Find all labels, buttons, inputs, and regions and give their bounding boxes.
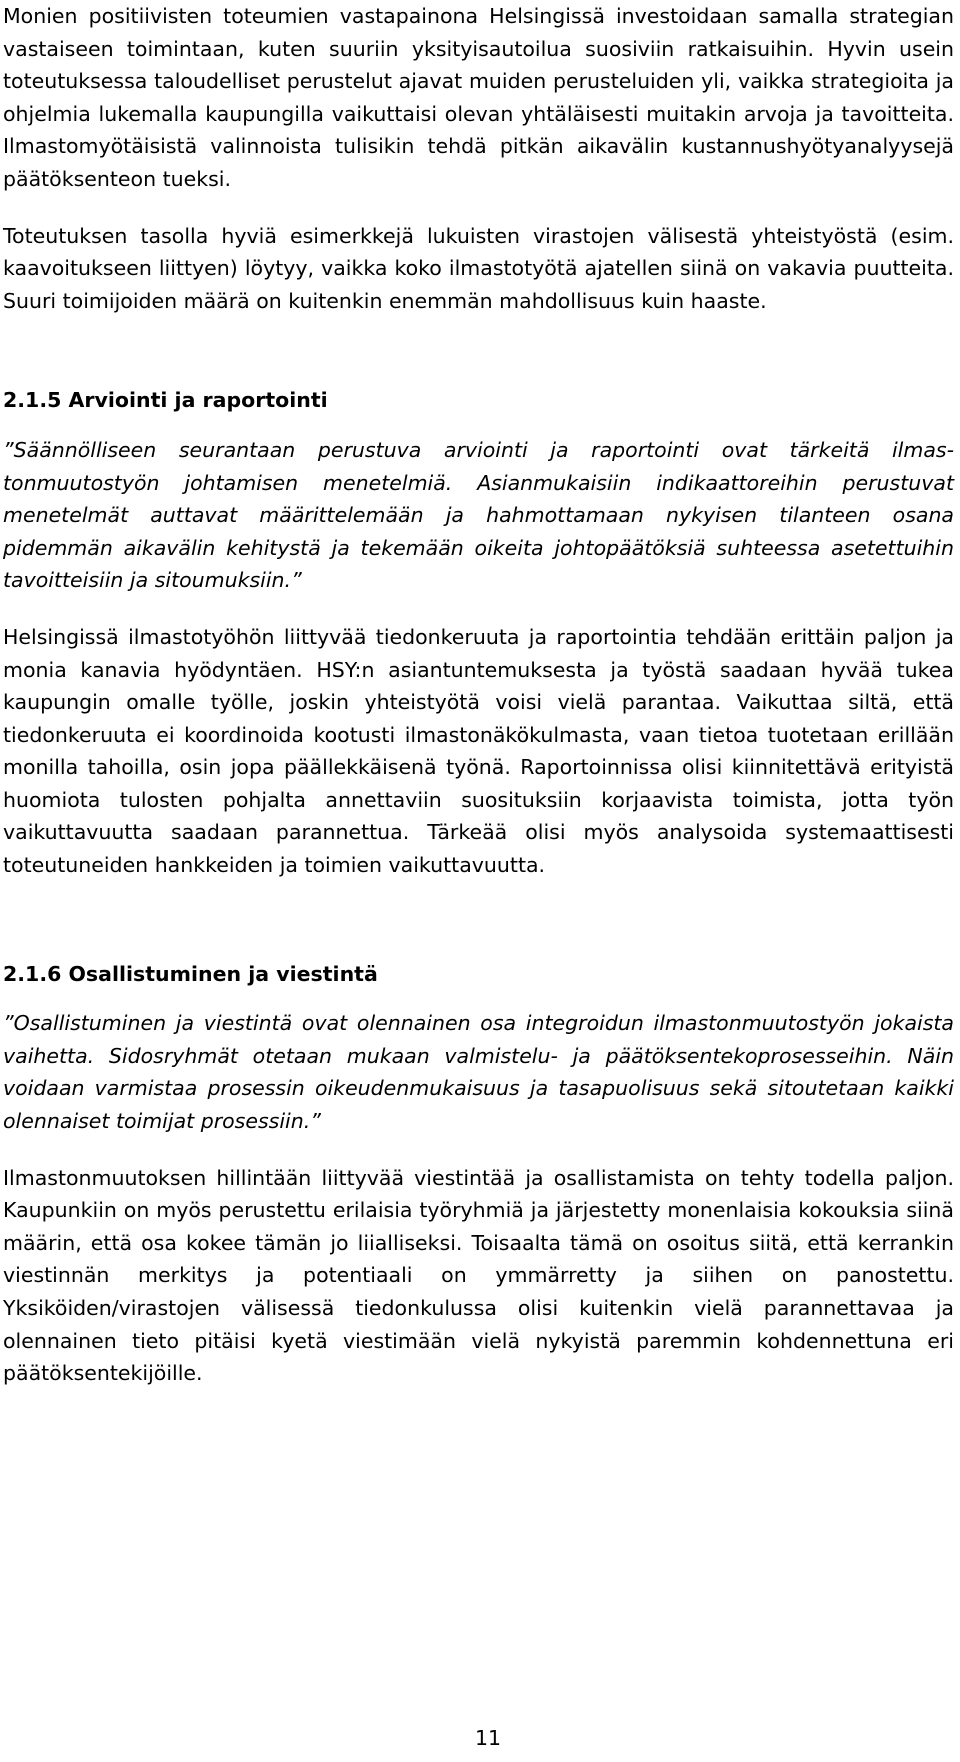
page-number-text: 11 — [474, 1726, 502, 1750]
quote-participation: ”Osallistuminen ja viestintä ovat olennainen osa integroidun ilmastonmuutostyön jokaista vaihetta. Sidosryhmät otetaan mukaan valmistelu- ja päätöksentekoprosesseihin. Näin voidaan varmistaa prosessin oikeudenmukaisuus ja tasapuolisuus sekä sitoutetaan kaikki olennaiset toimijat prosessiin.” — [3, 1011, 954, 1134]
paragraph-participation-body: Ilmastonmuutoksen hillintään liittyvää viestintää ja osallistamista on tehty todella paljon. Kaupunkiin on myös perustettu erilaisia työryhmiä ja järjestetty monenlaisia kokouksia siinä määrin, että osa kokee tämän jo liialliseksi. Toisaalta tämä on osoitus siitä, että kerrankin viestinnän merkitys ja potentiaali on ymmärretty ja siihen on panostettu. Yksiköiden/virastojen välisessä tiedonkulussa olisi kuitenkin vielä parannettavaa ja olennainen tieto pitäisi kyetä viestimään vielä nykyistä paremmin kohdennettuna eri päätöksentekijöille. — [3, 1165, 954, 1386]
paragraph-intro: Monien positiivisten toteumien vastapainona Helsingissä investoidaan samalla strategian vastaiseen toimintaan, kuten suuriin yksityisautoiluа suosiviin ratkaisuihin. Hyvin usein toteutuksessa taloudelliset perustelut ajavat muiden perusteluiden yli, vaikka strategioita ja ohjelmia lukemalla kaupungilla vaikuttaisi olevan yhtäläisesti muitakin arvoja ja tavoitteita. Ilmastomyötäisistä valinnoista tulisikin tehdä pitkän aikavälin kustannushyötyanalyysejä päätöksenteon tueksi. — [3, 4, 954, 191]
quote-assessment: ”Säännölliseen seurantaan perustuva arviointi ja raportointi ovat tärkeitä ilmastonmuutostyön johtamisen menetelmiä. Asianmukaisiin indikaattoreihin perustuvat menetelmät auttavat määrittelemään ja hahmottamaan nykyisen tilanteen osana pidemmän aikavälin kehitystä ja tekemään oikeita johtopäätöksiä suhteessa asetettuihin tavoitteisiin ja sitoumuksiin.” — [3, 437, 954, 593]
page-number — [0, 1724, 960, 1752]
page-content — [3, 0, 954, 1390]
paragraph-implementation: Toteutuksen tasolla hyviä esimerkkejä lukuisten virastojen välisestä yhteistyöstä (esim. kaavoitukseen liittyen) löytyy, vaikka koko ilmastotyötä ajatellen siinä on vakavia puutteita. Suuri toimijoiden määrä on kuitenkin enemmän mahdollisuus kuin haaste. — [3, 223, 954, 313]
section-heading-participation: 2.1.6 Osallistuminen ja viestintä — [3, 961, 378, 986]
section-heading-assessment: 2.1.5 Arviointi ja raportointi — [3, 388, 328, 413]
paragraph-assessment-body: Helsingissä ilmastotyöhön liittyvää tiedonkeruuta ja raportointia tehdään erittäin paljon ja monia kanavia hyödyntäen. HSY:n asiantuntemuksesta ja työstä saadaan hyvää tukea kaupungin omalle työlle, joskin yhteistyötä voisi vielä parantaa. Vaikuttaa siltä, että tiedonkeruuta ei koordinoida kootusti ilmastonäkökulmasta, vaan tietoa tuotetaan erillään monilla tahoilla, osin jopa päällekkäisenä työnä. Raportoinnissa olisi kiinnitettävä erityistä huomiota tulosten pohjalta annettaviin suosituksiin korjaavista toimista, jotta työn vaikuttavuutta saadaan parannettua. Tärkeää olisi myös analysoida systemaattisesti toteutuneiden hankkeiden ja toimien vaikuttavuutta. — [3, 624, 954, 878]
